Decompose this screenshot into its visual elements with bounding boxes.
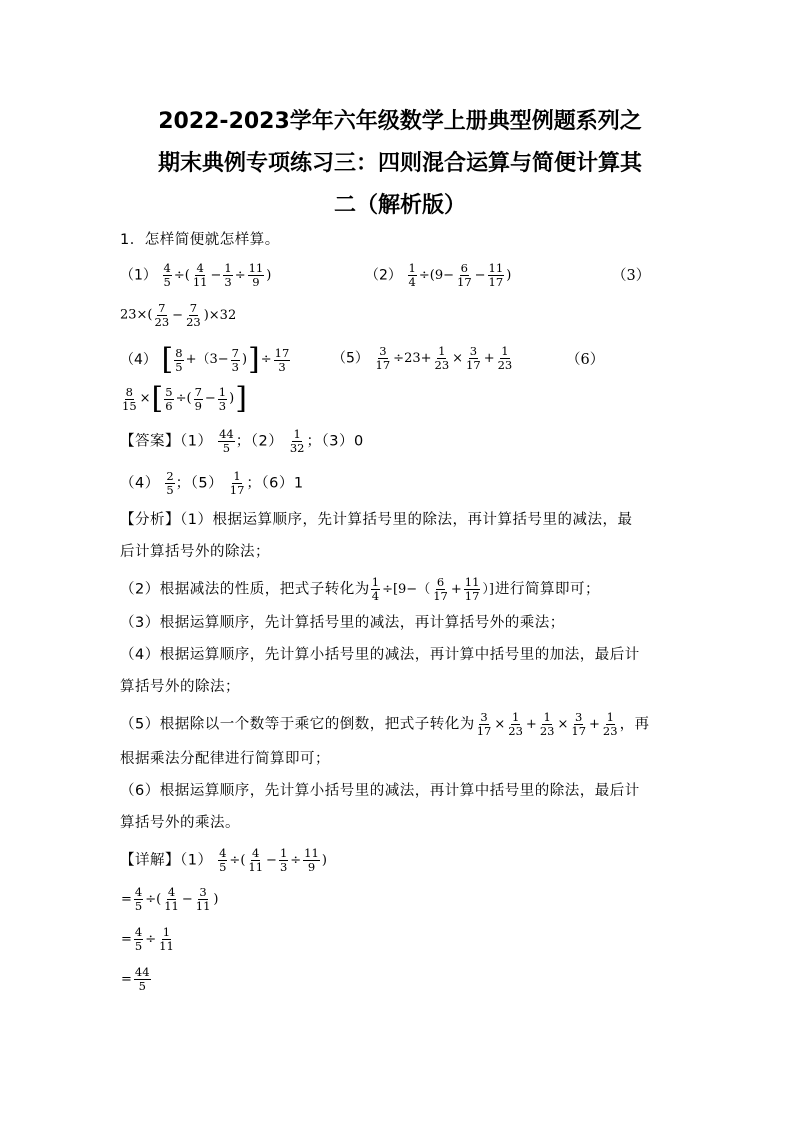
analysis-5c: 根据乘法分配律进行简算即可； (120, 751, 330, 767)
question-2: （2） $\frac{1}{4}$ ÷(9− $\frac{6}{17}$ − $\frac{11}{17}$ ) (365, 261, 512, 289)
title-line-2: 期末典例专项练习三：四则混合运算与简便计算其 (157, 151, 642, 176)
question-5: （5） $\frac{3}{17}$ ÷23+ $\frac{1}{23}$ × $\frac{3}{17}$ + $\frac{1}{23}$ (332, 344, 513, 372)
answer-line-2: （4） $\frac{2}{5}$ ；（5） $\frac{1}{17}$ ；（6）1 (120, 469, 304, 497)
question-3-label: （3） (612, 268, 651, 284)
question-intro: 1．怎样简便就怎样算。 (120, 232, 280, 248)
analysis-2: （2）根据减法的性质，把式子转化为 $\frac{1}{4}$ ÷[9−（ $\frac{6}{17}$ + $\frac{11}{17}$ ）]进行简算即可； (120, 575, 600, 603)
question-3: 23×( $\frac{7}{23}$ − $\frac{7}{23}$ )×32 (120, 301, 237, 329)
analysis-4a: （4）根据运算顺序，先计算小括号里的减法，再计算中括号里的加法，最后计 (120, 647, 640, 663)
answer-line-1: 【答案】（1） $\frac{44}{5}$ ；（2） $\frac{1}{32}$ ；（3）0 (120, 427, 364, 455)
analysis-1a: 【分析】（1）根据运算顺序，先计算括号里的除法，再计算括号里的减法，最 (120, 512, 633, 528)
question-4: （4） [ $\frac{8}{5}$ +（3− $\frac{7}{3}$ )]÷ $\frac{17}{3}$ (120, 342, 290, 377)
analysis-3: （3）根据运算顺序，先计算括号里的减法，再计算括号外的乘法； (120, 615, 565, 631)
title-line-1: 2022-2023学年六年级数学上册典型例题系列之 (158, 109, 642, 134)
analysis-6a: （6）根据运算顺序，先计算小括号里的减法，再计算中括号里的除法，最后计 (120, 783, 640, 799)
detail-step-1: = $\frac{4}{5}$ ÷( $\frac{4}{11}$ − $\frac{3}{11}$ ) (121, 885, 219, 913)
analysis-6b: 算括号外的乘法。 (120, 815, 240, 831)
title-line-3: 二（解析版） (333, 193, 466, 218)
question-6: $\frac{8}{15}$ ×[ $\frac{5}{6}$ ÷( $\frac{7}{9}$ − $\frac{1}{3}$ )] (122, 381, 247, 416)
analysis-5: （5）根据除以一个数等于乘它的倒数，把式子转化为 $\frac{3}{17}$ × $\frac{1}{23}$ + $\frac{1}{23}$ × $\frac{3}{17}$ + $\frac{1}{23}$ ，再 (120, 710, 650, 738)
analysis-4b: 算括号外的除法； (120, 679, 240, 695)
question-6-label: （6） (566, 352, 605, 368)
detail-step-3: = $\frac{44}{5}$ (121, 965, 150, 993)
question-1: （1） $\frac{4}{5}$ ÷( $\frac{4}{11}$ − $\frac{1}{3}$ ÷ $\frac{11}{9}$ ) (120, 261, 272, 289)
analysis-1b: 后计算括号外的除法； (120, 544, 270, 560)
detail-step-2: = $\frac{4}{5}$ ÷ $\frac{1}{11}$ (121, 925, 174, 953)
detail-line-1: 【详解】（1） $\frac{4}{5}$ ÷( $\frac{4}{11}$ − $\frac{1}{3}$ ÷ $\frac{11}{9}$ ) (120, 846, 327, 874)
